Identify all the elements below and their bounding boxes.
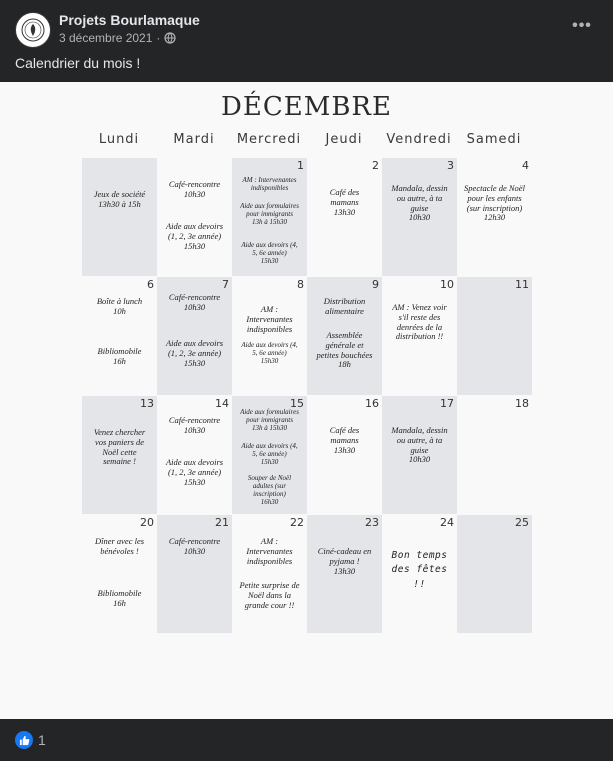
calendar-cell: [307, 277, 382, 395]
calendar-event: AM : Intervenantes indisponibles: [246, 536, 293, 566]
calendar-cell: [457, 396, 532, 514]
calendar-event: Café des mamans 13h30: [329, 187, 360, 217]
day-number: 9: [372, 278, 379, 291]
reactions-bar: [0, 719, 613, 761]
calendar-event: Distribution alimentaire: [323, 296, 366, 316]
day-header-4: Vendredi: [386, 132, 452, 147]
calendar-event: Jeux de société 13h30 à 15h: [93, 189, 146, 209]
day-number: 23: [365, 516, 379, 529]
calendar-cell: [457, 277, 532, 395]
logo-icon: [20, 17, 46, 43]
day-header-0: Lundi: [98, 132, 140, 147]
day-number: 10: [440, 278, 454, 291]
calendar-cell: [82, 396, 157, 514]
more-options-button[interactable]: •••: [572, 17, 592, 34]
calendar-cell: [157, 277, 232, 395]
calendar-event: Café-rencontre 10h30: [168, 415, 221, 435]
calendar-event: Aide aux devoirs (1, 2, 3e année) 15h30: [165, 338, 224, 368]
reaction-count[interactable]: 1: [38, 732, 46, 748]
calendar-event: Café-rencontre 10h30: [168, 536, 221, 556]
calendar-event: Souper de Noël adultes (sur inscription) 16h30: [247, 474, 292, 507]
day-number: 20: [140, 516, 154, 529]
day-number: 6: [147, 278, 154, 291]
calendar-title: DÉCEMBRE: [221, 92, 392, 122]
day-number: 4: [522, 159, 529, 172]
day-number: 1: [297, 159, 304, 172]
calendar-grid: [82, 158, 532, 632]
calendar-cell: [82, 277, 157, 395]
post-text: Calendrier du mois !: [15, 55, 141, 71]
day-number: 21: [215, 516, 229, 529]
day-number: 25: [515, 516, 529, 529]
calendar-event: Aide aux devoirs (1, 2, 3e année) 15h30: [165, 457, 224, 487]
calendar-event: Spectacle de Noël pour les enfants (sur inscription) 12h30: [464, 183, 525, 223]
calendar-event: Boîte à lunch 10h: [96, 296, 143, 316]
calendar-cell: [457, 515, 532, 633]
day-number: 14: [215, 397, 229, 410]
post-date[interactable]: 3 décembre 2021: [59, 31, 153, 45]
calendar-cell: [382, 277, 457, 395]
day-number: 22: [290, 516, 304, 529]
calendar-cell: [457, 158, 532, 276]
calendar-cell: [157, 396, 232, 514]
calendar-event: Café des mamans 13h30: [329, 425, 360, 455]
day-number: 8: [297, 278, 304, 291]
like-reaction-icon[interactable]: [15, 731, 33, 749]
post-meta: [59, 31, 176, 45]
calendar-event: Aide aux formulaires pour immigrants 13h à 15h30: [240, 408, 299, 433]
calendar-event: Mandala, dessin ou autre, à ta guise 10h30: [391, 425, 448, 465]
day-header-1: Mardi: [173, 132, 215, 147]
calendar-cell: [157, 515, 232, 633]
calendar-cell: [232, 396, 307, 514]
calendar-cell: [307, 515, 382, 633]
calendar-cell: [382, 396, 457, 514]
post-header: [0, 0, 613, 48]
calendar-event: Petite surprise de Noël dans la grande cour !!: [239, 580, 300, 610]
calendar-event: Aide aux devoirs (4, 5, 6e année) 15h30: [241, 241, 298, 266]
calendar-event: Assemblée générale et petites bouchées 18h: [316, 330, 373, 370]
calendar-event: Aide aux formulaires pour immigrants 13h à 15h30: [240, 202, 299, 227]
calendar-event: Café-rencontre 10h30: [168, 179, 221, 199]
meta-separator: ·: [156, 31, 161, 45]
day-number: 16: [365, 397, 379, 410]
calendar-event: AM : Intervenantes indisponibles: [246, 304, 293, 334]
day-number: 24: [440, 516, 454, 529]
page-avatar[interactable]: [15, 12, 51, 48]
day-number: 11: [515, 278, 529, 291]
day-number: 3: [447, 159, 454, 172]
calendar-cell: [382, 158, 457, 276]
day-number: 7: [222, 278, 229, 291]
calendar-event: Bibliomobile 16h: [97, 588, 142, 608]
day-header-2: Mercredi: [236, 132, 302, 147]
calendar-cell: [82, 158, 157, 276]
calendar-cell: [382, 515, 457, 633]
day-number: 15: [290, 397, 304, 410]
calendar-event: Dîner avec les bénévoles !: [94, 536, 145, 556]
globe-icon: [164, 32, 176, 44]
calendar-cell: [157, 158, 232, 276]
day-number: 13: [140, 397, 154, 410]
calendar-event: Venez chercher vos paniers de Noël cette semaine !: [93, 427, 146, 467]
calendar-event: Bon temps des fêtes !!: [391, 550, 448, 590]
thumbs-up-icon: [19, 735, 30, 746]
calendar-cell: [232, 158, 307, 276]
page-name[interactable]: Projets Bourlamaque: [59, 12, 200, 28]
day-header-5: Samedi: [466, 132, 522, 147]
calendar-cell: [232, 515, 307, 633]
calendar-event: Aide aux devoirs (4, 5, 6e année) 15h30: [241, 341, 298, 366]
calendar-event: AM : Venez voir s'il reste des denrées de la distribution !!: [392, 302, 447, 342]
calendar-event: Bibliomobile 16h: [97, 346, 142, 366]
post-image[interactable]: [0, 82, 613, 719]
day-number: 18: [515, 397, 529, 410]
calendar-event: Mandala, dessin ou autre, à ta guise 10h30: [391, 183, 448, 223]
calendar-event: Café-rencontre 10h30: [168, 292, 221, 312]
calendar-event: Aide aux devoirs (4, 5, 6e année) 15h30: [241, 442, 298, 467]
calendar-cell: [307, 158, 382, 276]
day-number: 17: [440, 397, 454, 410]
day-number: 2: [372, 159, 379, 172]
calendar-cell: [82, 515, 157, 633]
calendar-event: AM : Intervenantes indisponibles: [242, 176, 297, 193]
calendar-event: Ciné-cadeau en pyjama ! 13h30: [317, 546, 372, 576]
calendar-event: Aide aux devoirs (1, 2, 3e année) 15h30: [165, 221, 224, 251]
calendar-cell: [232, 277, 307, 395]
calendar-cell: [307, 396, 382, 514]
day-header-3: Jeudi: [325, 132, 363, 147]
